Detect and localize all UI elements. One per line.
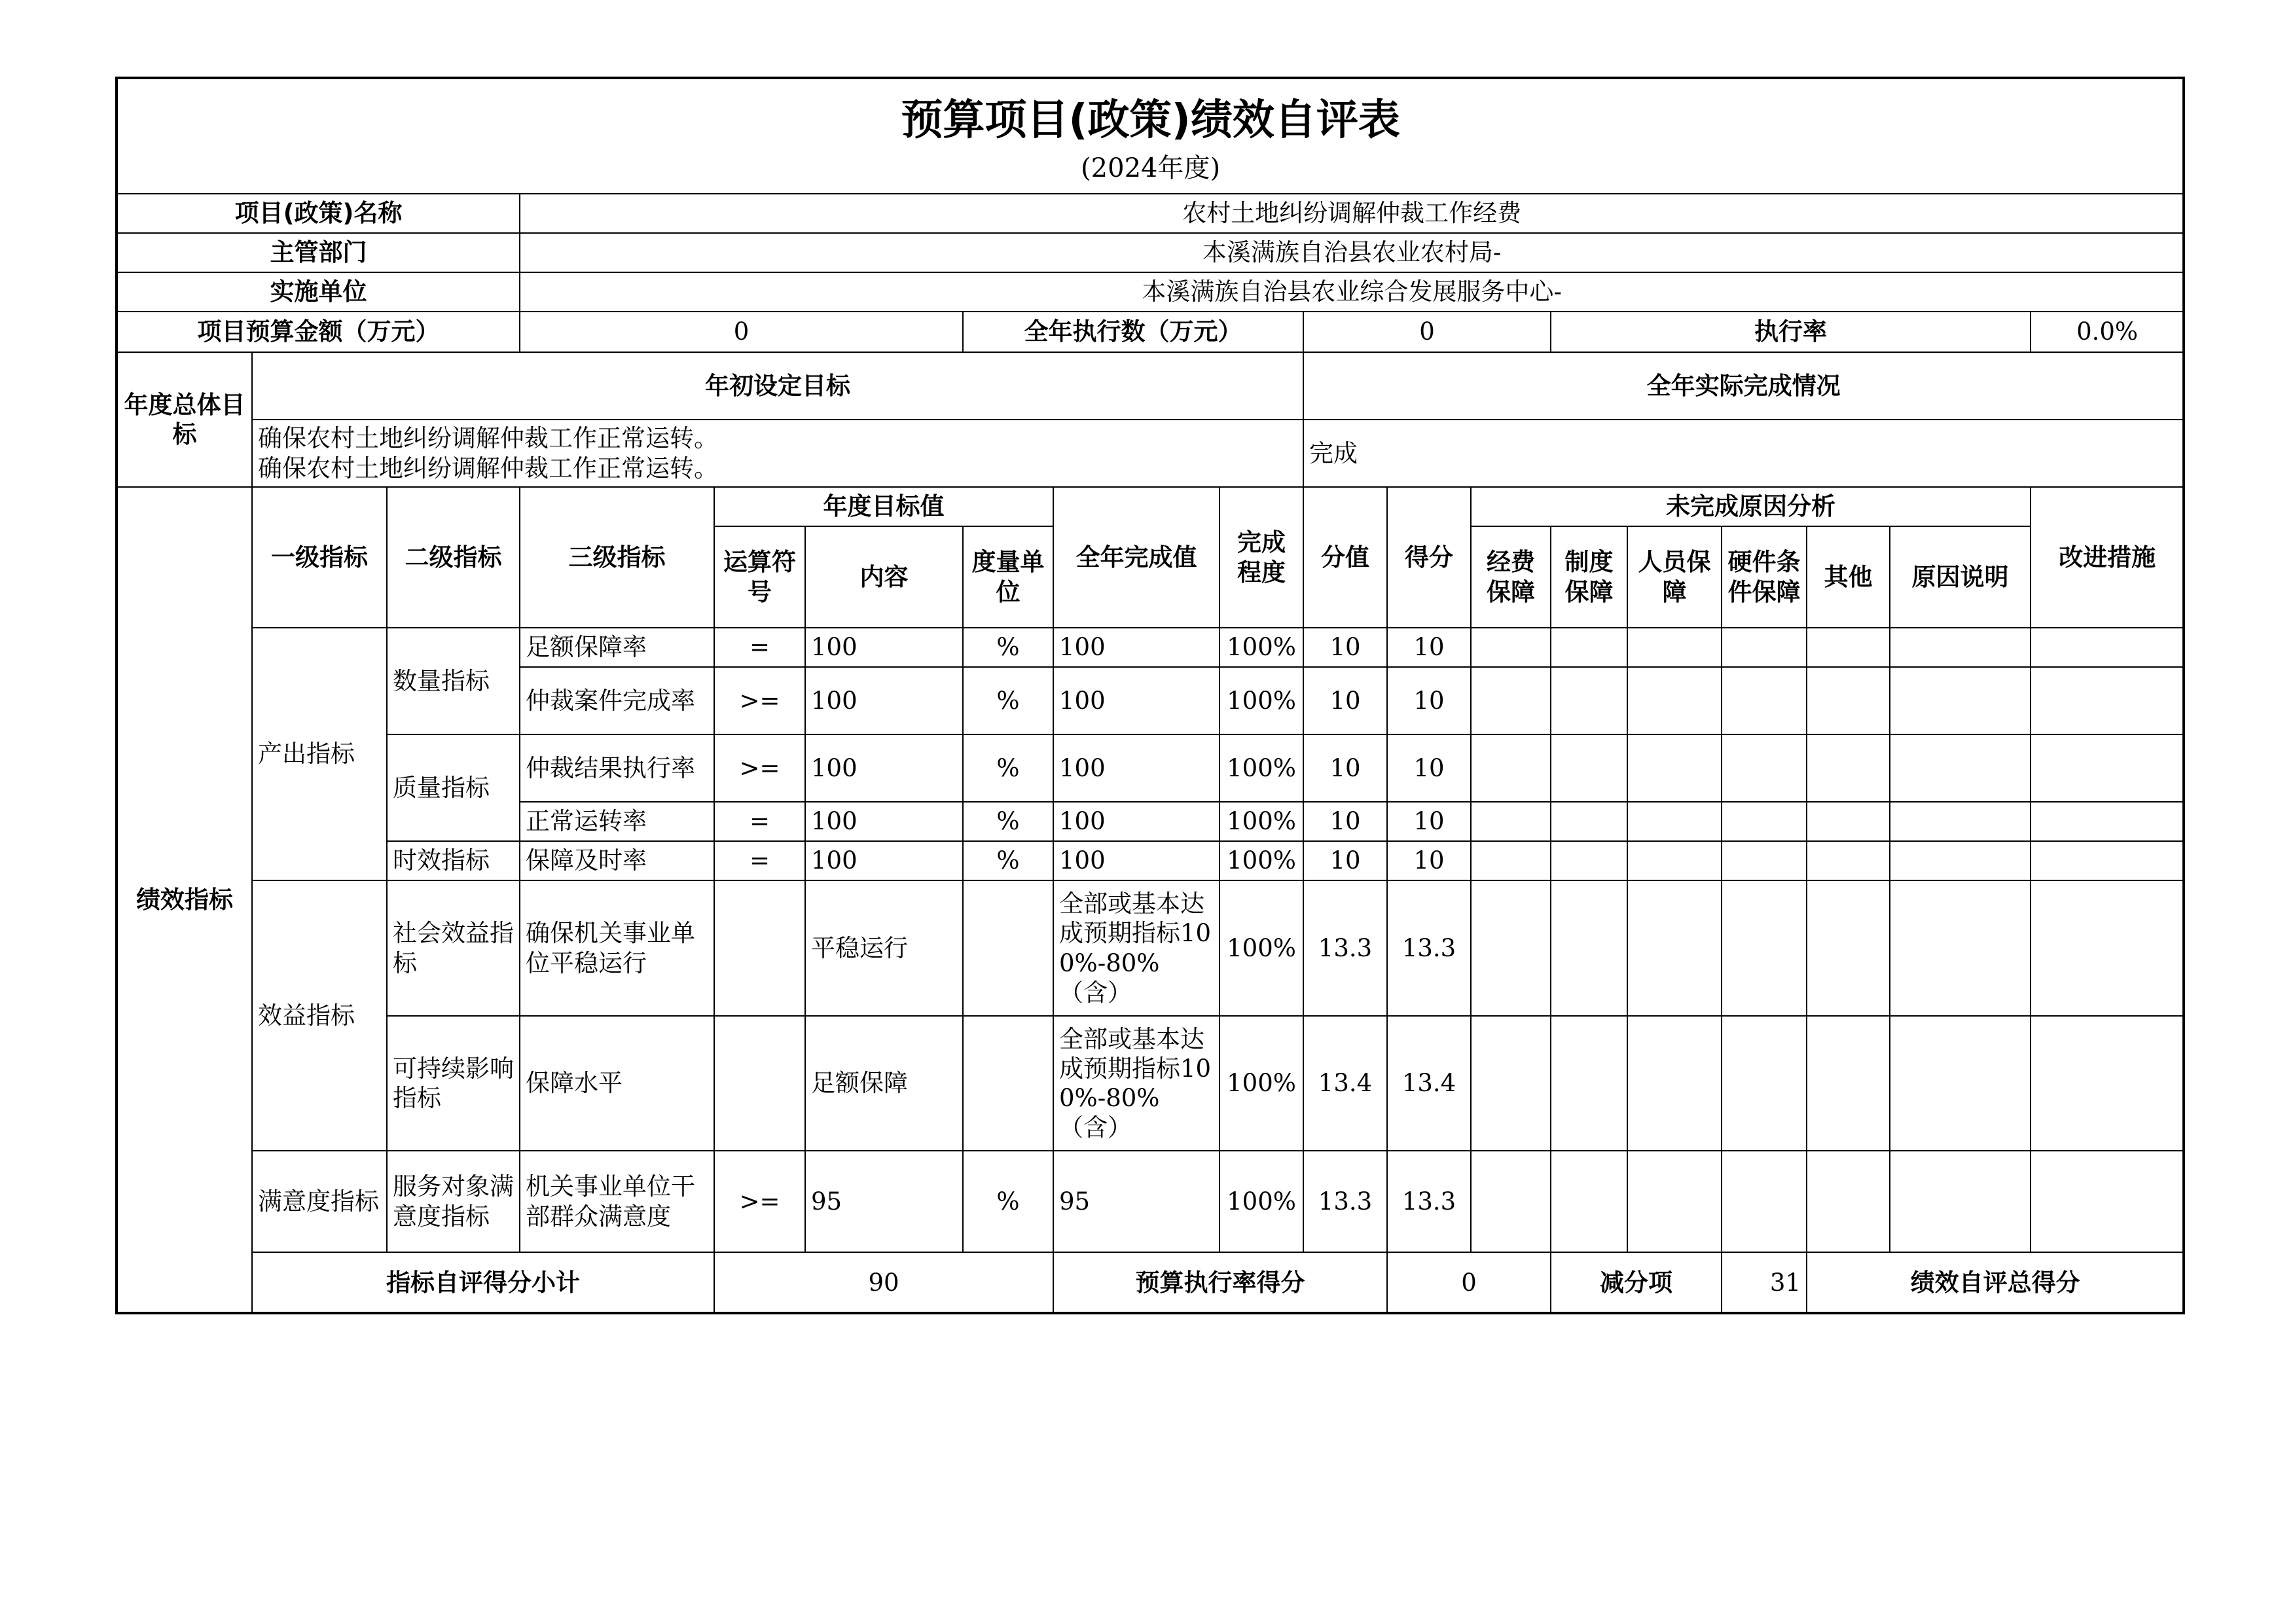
indicator-score: 13.3	[1387, 1151, 1471, 1252]
implementing-unit-label: 实施单位	[117, 272, 520, 312]
indicator-completion: 100%	[1220, 880, 1303, 1016]
level2-social: 社会效益指标	[387, 880, 520, 1016]
subtotal-value: 90	[714, 1252, 1053, 1313]
indicator-actual: 100	[1053, 667, 1220, 734]
subtotal-label: 指标自评得分小计	[252, 1252, 714, 1313]
fiscal-year: (2024年度)	[117, 143, 2184, 194]
indicator-unit: %	[963, 841, 1053, 880]
budget-score-value: 0	[1387, 1252, 1551, 1313]
indicator-name: 保障及时率	[520, 841, 714, 880]
indicator-actual: 100	[1053, 802, 1220, 841]
indicator-completion: 100%	[1220, 1151, 1303, 1252]
indicator-operator: =	[714, 841, 805, 880]
indicator-content: 95	[805, 1151, 963, 1252]
execution-rate-label: 执行率	[1551, 312, 2031, 352]
indicator-unit: %	[963, 802, 1053, 841]
indicator-operator: >=	[714, 667, 805, 734]
indicator-content: 100	[805, 734, 963, 802]
indicator-completion: 100%	[1220, 667, 1303, 734]
indicator-content: 足额保障	[805, 1016, 963, 1151]
indicator-operator: >=	[714, 1151, 805, 1252]
indicator-score: 10	[1387, 667, 1471, 734]
indicator-operator	[714, 880, 805, 1016]
indicator-name: 保障水平	[520, 1016, 714, 1151]
level2-time: 时效指标	[387, 841, 520, 880]
indicator-operator: =	[714, 802, 805, 841]
evaluation-table	[115, 77, 2185, 1314]
indicator-content: 100	[805, 667, 963, 734]
header-level2: 二级指标	[387, 487, 520, 628]
indicator-operator: =	[714, 628, 805, 667]
header-level1: 一级指标	[252, 487, 387, 628]
indicator-completion: 100%	[1220, 802, 1303, 841]
execution-rate: 0.0%	[2031, 312, 2184, 352]
annual-execution: 0	[1303, 312, 1551, 352]
budget-amount-label: 项目预算金额（万元）	[117, 312, 520, 352]
indicator-content: 平稳运行	[805, 880, 963, 1016]
table-row	[117, 880, 2184, 1016]
indicator-unit: %	[963, 667, 1053, 734]
level1-satisfaction: 满意度指标	[252, 1151, 387, 1252]
initial-goal-line: 确保农村土地纠纷调解仲裁工作正常运转。	[258, 454, 718, 482]
indicator-completion: 100%	[1220, 1016, 1303, 1151]
level1-benefit: 效益指标	[252, 880, 387, 1151]
evaluation-sheet	[115, 77, 2182, 1314]
performance-indicators-label: 绩效指标	[117, 487, 252, 1313]
indicator-weight: 10	[1303, 734, 1387, 802]
indicator-score: 10	[1387, 734, 1471, 802]
indicator-weight: 10	[1303, 802, 1387, 841]
budget-score-label: 预算执行率得分	[1053, 1252, 1387, 1313]
indicator-name: 足额保障率	[520, 628, 714, 667]
indicator-operator	[714, 1016, 805, 1151]
header-unit: 度量单位	[963, 526, 1053, 628]
indicator-content: 100	[805, 841, 963, 880]
deduction-label: 减分项	[1551, 1252, 1722, 1313]
indicator-name: 仲裁结果执行率	[520, 734, 714, 802]
indicator-completion: 100%	[1220, 628, 1303, 667]
header-reasons-group: 未完成原因分析	[1471, 487, 2031, 526]
indicator-content: 100	[805, 802, 963, 841]
indicator-weight: 13.4	[1303, 1016, 1387, 1151]
department: 本溪满族自治县农业农村局-	[520, 233, 2184, 272]
header-target-group: 年度目标值	[714, 487, 1053, 526]
table-row	[117, 841, 2184, 880]
project-name-label: 项目(政策)名称	[117, 194, 520, 233]
header-score: 得分	[1387, 487, 1471, 628]
level2-service: 服务对象满意度指标	[387, 1151, 520, 1252]
indicator-operator: >=	[714, 734, 805, 802]
department-label: 主管部门	[117, 233, 520, 272]
table-row	[117, 1016, 2184, 1151]
indicator-unit	[963, 880, 1053, 1016]
table-row	[117, 734, 2184, 802]
level2-quality: 质量指标	[387, 734, 520, 841]
header-completion: 完成程度	[1220, 487, 1303, 628]
indicator-weight: 13.3	[1303, 1151, 1387, 1252]
initial-goal-header: 年初设定目标	[252, 352, 1303, 420]
project-name: 农村土地纠纷调解仲裁工作经费	[520, 194, 2184, 233]
header-hardware: 硬件条件保障	[1722, 526, 1807, 628]
table-row	[117, 1151, 2184, 1252]
indicator-actual: 100	[1053, 628, 1220, 667]
indicator-actual: 95	[1053, 1151, 1220, 1252]
indicator-name: 确保机关事业单位平稳运行	[520, 880, 714, 1016]
header-actual: 全年完成值	[1053, 487, 1220, 628]
indicator-actual: 100	[1053, 841, 1220, 880]
header-weight: 分值	[1303, 487, 1387, 628]
indicator-weight: 10	[1303, 667, 1387, 734]
indicator-weight: 10	[1303, 841, 1387, 880]
total-score-label: 绩效自评总得分	[1807, 1252, 2184, 1313]
indicator-weight: 13.3	[1303, 880, 1387, 1016]
level1-output: 产出指标	[252, 628, 387, 880]
initial-goal-line: 确保农村土地纠纷调解仲裁工作正常运转。	[258, 424, 718, 453]
initial-goal-text	[252, 420, 1303, 487]
indicator-actual: 全部或基本达成预期指标100%-80%（含）	[1053, 1016, 1220, 1151]
indicator-actual: 100	[1053, 734, 1220, 802]
indicator-name: 正常运转率	[520, 802, 714, 841]
indicator-score: 10	[1387, 628, 1471, 667]
header-other: 其他	[1807, 526, 1890, 628]
level2-quantity: 数量指标	[387, 628, 520, 734]
indicator-score: 10	[1387, 802, 1471, 841]
header-funding: 经费保障	[1471, 526, 1551, 628]
indicator-unit: %	[963, 628, 1053, 667]
indicator-unit: %	[963, 1151, 1053, 1252]
indicator-content: 100	[805, 628, 963, 667]
indicator-weight: 10	[1303, 628, 1387, 667]
indicator-completion: 100%	[1220, 841, 1303, 880]
indicator-name: 机关事业单位干部群众满意度	[520, 1151, 714, 1252]
actual-completion-header: 全年实际完成情况	[1303, 352, 2184, 420]
header-explain: 原因说明	[1890, 526, 2031, 628]
indicator-unit: %	[963, 734, 1053, 802]
table-row	[117, 628, 2184, 667]
indicator-score: 13.3	[1387, 880, 1471, 1016]
header-improve: 改进措施	[2031, 487, 2184, 628]
header-content: 内容	[805, 526, 963, 628]
indicator-unit	[963, 1016, 1053, 1151]
annual-execution-label: 全年执行数（万元）	[963, 312, 1303, 352]
indicator-actual: 全部或基本达成预期指标100%-80%（含）	[1053, 880, 1220, 1016]
indicator-completion: 100%	[1220, 734, 1303, 802]
indicator-score: 10	[1387, 841, 1471, 880]
header-level3: 三级指标	[520, 487, 714, 628]
header-system: 制度保障	[1551, 526, 1627, 628]
level2-sustain: 可持续影响指标	[387, 1016, 520, 1151]
implementing-unit: 本溪满族自治县农业综合发展服务中心-	[520, 272, 2184, 312]
annual-goal-label: 年度总体目标	[117, 352, 252, 487]
page-title: 预算项目(政策)绩效自评表	[117, 78, 2184, 143]
actual-completion-text: 完成	[1303, 420, 2184, 487]
indicator-score: 13.4	[1387, 1016, 1471, 1151]
indicator-name: 仲裁案件完成率	[520, 667, 714, 734]
deduction-value: 31	[1722, 1252, 1807, 1313]
budget-amount: 0	[520, 312, 963, 352]
header-staff: 人员保障	[1627, 526, 1722, 628]
header-operator: 运算符号	[714, 526, 805, 628]
